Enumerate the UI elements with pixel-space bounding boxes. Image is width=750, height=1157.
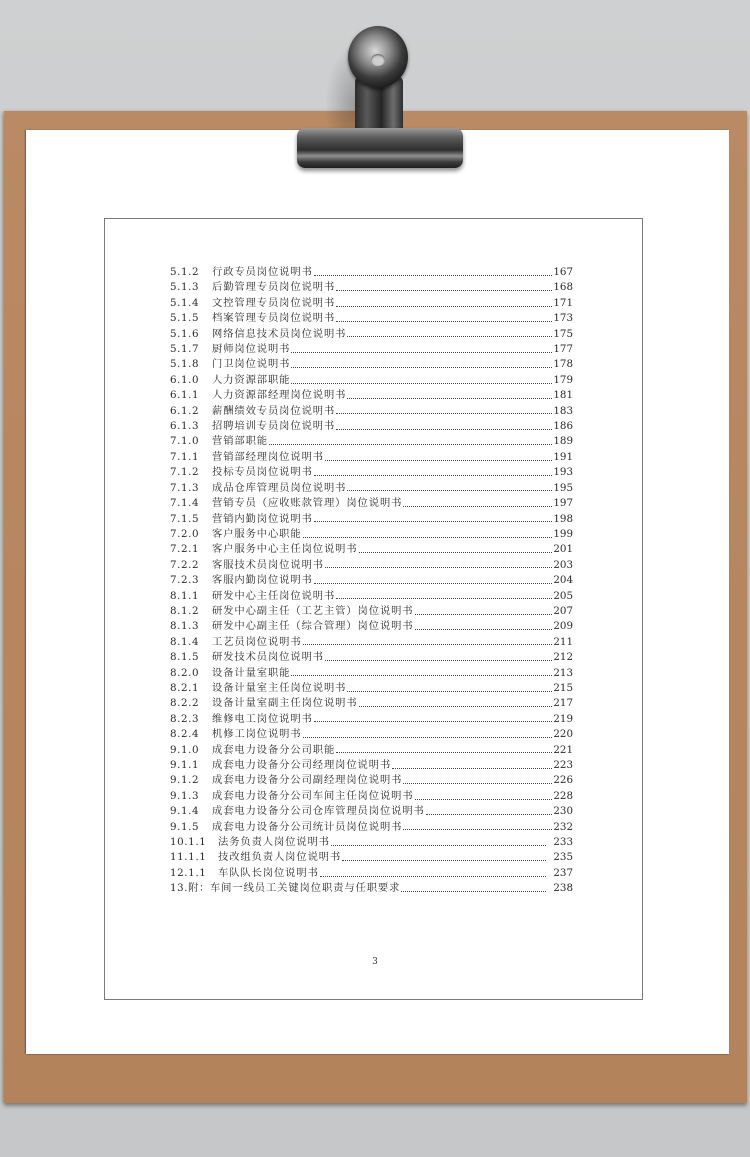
toc-entry-number: 8.1.1 bbox=[170, 589, 200, 602]
toc-entry-title: 客户服务中心主任岗位说明书 bbox=[212, 543, 358, 556]
toc-entry[interactable] bbox=[170, 342, 573, 357]
toc-entry-number: 11.1.1 bbox=[170, 851, 207, 864]
toc-entry-title: 营销内勤岗位说明书 bbox=[212, 512, 313, 525]
toc-entry[interactable] bbox=[170, 296, 573, 311]
toc-entry-number: 5.1.8 bbox=[170, 358, 200, 371]
dot-leader bbox=[347, 336, 552, 337]
toc-entry-page: 198 bbox=[553, 512, 573, 525]
toc-entry-title: 人力资源部职能 bbox=[212, 373, 291, 386]
toc-entry-number: 8.2.4 bbox=[170, 728, 200, 741]
toc-entry-title: 车间一线员工关键岗位职责与任职要求 bbox=[209, 882, 401, 895]
dot-leader bbox=[314, 475, 553, 476]
toc-entry-page: 221 bbox=[553, 743, 573, 756]
dot-leader bbox=[426, 814, 553, 815]
toc-entry-number: 7.2.3 bbox=[170, 574, 200, 587]
dot-leader bbox=[336, 290, 552, 291]
clip-jaw bbox=[297, 128, 463, 168]
toc-entry-number: 12.1.1 bbox=[170, 866, 207, 879]
dot-leader bbox=[314, 275, 553, 276]
toc-entry[interactable] bbox=[170, 357, 573, 372]
toc-entry-page: 199 bbox=[553, 527, 573, 540]
toc-entry-page: 209 bbox=[553, 620, 573, 633]
toc-entry[interactable] bbox=[170, 265, 573, 280]
toc-entry-page: 197 bbox=[553, 497, 573, 510]
dot-leader bbox=[415, 614, 553, 615]
toc-entry-title: 薪酬绩效专员岗位说明书 bbox=[212, 404, 336, 417]
toc-entry-number: 10.1.1 bbox=[170, 836, 207, 849]
toc-entry-number: 7.1.2 bbox=[170, 466, 200, 479]
toc-entry[interactable] bbox=[170, 804, 573, 819]
toc-entry-page: 212 bbox=[553, 651, 573, 664]
toc-entry-page: 168 bbox=[553, 281, 573, 294]
toc-entry-title: 成套电力设备分公司车间主任岗位说明书 bbox=[212, 789, 414, 802]
toc-entry-page: 205 bbox=[553, 589, 573, 602]
toc-entry[interactable] bbox=[170, 820, 573, 835]
toc-entry-page: 232 bbox=[553, 820, 573, 833]
toc-entry-page: 173 bbox=[553, 312, 573, 325]
dot-leader bbox=[325, 567, 552, 568]
toc-entry-number: 8.2.0 bbox=[170, 666, 200, 679]
toc-entry-title: 维修电工岗位说明书 bbox=[212, 712, 313, 725]
toc-entry-number: 5.1.7 bbox=[170, 343, 200, 356]
toc-entry-page: 167 bbox=[553, 266, 573, 278]
dot-leader bbox=[347, 691, 552, 692]
toc-entry[interactable] bbox=[170, 404, 573, 419]
toc-entry-title: 成套电力设备分公司经理岗位说明书 bbox=[212, 759, 392, 771]
toc-entry-title: 行政专员岗位说明书 bbox=[212, 266, 313, 278]
toc-entry-page: 207 bbox=[553, 604, 573, 617]
toc-entry-page: 181 bbox=[553, 389, 573, 402]
toc-entry-number: 6.1.2 bbox=[170, 404, 200, 417]
toc-entry[interactable] bbox=[170, 481, 573, 496]
toc-entry[interactable] bbox=[170, 311, 573, 326]
dot-leader bbox=[336, 413, 552, 414]
toc-entry-title: 研发技术员岗位说明书 bbox=[212, 651, 324, 664]
toc-entry-page: 186 bbox=[553, 420, 573, 433]
toc-entry-page: 195 bbox=[553, 481, 573, 494]
toc-entry[interactable] bbox=[170, 743, 573, 758]
toc-entry[interactable] bbox=[170, 712, 573, 727]
toc-entry-number: 9.1.4 bbox=[170, 805, 200, 818]
toc-entry-number: 9.1.3 bbox=[170, 789, 200, 802]
toc-entry-number: 5.1.2 bbox=[170, 266, 200, 278]
dot-leader bbox=[392, 768, 552, 769]
toc-entry-page: 233 bbox=[553, 836, 573, 849]
dot-leader bbox=[415, 629, 553, 630]
toc-entry-title: 车队队长岗位说明书 bbox=[218, 866, 319, 879]
toc-entry-title: 客服内勤岗位说明书 bbox=[212, 574, 313, 587]
toc-entry-title: 研发中心副主任（工艺主管）岗位说明书 bbox=[212, 604, 414, 617]
toc-entry-number: 13.附： bbox=[170, 882, 210, 895]
toc-entry-number: 6.1.1 bbox=[170, 389, 200, 402]
toc-entry[interactable] bbox=[170, 573, 573, 588]
toc-entry[interactable] bbox=[170, 850, 573, 865]
toc-entry-title: 文控管理专员岗位说明书 bbox=[212, 296, 336, 309]
toc-entry-title: 客户服务中心职能 bbox=[212, 527, 302, 540]
toc-entry[interactable] bbox=[170, 558, 573, 573]
toc-entry-number: 9.1.5 bbox=[170, 820, 200, 833]
toc-entry-title: 法务负责人岗位说明书 bbox=[218, 836, 330, 849]
toc-entry[interactable] bbox=[170, 727, 573, 742]
toc-entry-page: 215 bbox=[553, 681, 573, 694]
dot-leader bbox=[331, 845, 546, 846]
dot-leader bbox=[325, 460, 552, 461]
toc-entry-number: 9.1.2 bbox=[170, 774, 200, 787]
toc-entry-number: 8.2.2 bbox=[170, 697, 200, 710]
toc-entry-page: 213 bbox=[553, 666, 573, 679]
toc-entry-page: 211 bbox=[553, 635, 573, 648]
dot-leader bbox=[269, 444, 552, 445]
page-number: 3 bbox=[372, 957, 378, 967]
toc-entry[interactable] bbox=[170, 650, 573, 665]
toc-entry-number: 6.1.0 bbox=[170, 373, 200, 386]
toc-entry[interactable] bbox=[170, 835, 573, 850]
dot-leader bbox=[415, 799, 553, 800]
toc-entry[interactable] bbox=[170, 434, 573, 449]
table-of-contents bbox=[170, 265, 573, 897]
dot-leader bbox=[336, 306, 552, 307]
toc-entry[interactable] bbox=[170, 666, 573, 681]
toc-entry-number: 7.2.2 bbox=[170, 558, 200, 571]
toc-entry-title: 成套电力设备分公司仓库管理员岗位说明书 bbox=[212, 805, 425, 818]
toc-entry[interactable] bbox=[170, 635, 573, 650]
toc-entry-number: 7.2.1 bbox=[170, 543, 200, 556]
toc-entry-page: 191 bbox=[553, 450, 573, 463]
toc-entry-page: 179 bbox=[553, 373, 573, 386]
toc-entry-title: 厨师岗位说明书 bbox=[212, 343, 291, 356]
toc-entry[interactable] bbox=[170, 773, 573, 788]
toc-entry-number: 8.2.1 bbox=[170, 681, 200, 694]
toc-entry-page: 203 bbox=[553, 558, 573, 571]
toc-entry-title: 成套电力设备分公司职能 bbox=[212, 743, 336, 756]
toc-entry-number: 5.1.5 bbox=[170, 312, 200, 325]
toc-entry-title: 成套电力设备分公司统计员岗位说明书 bbox=[212, 820, 403, 833]
dot-leader bbox=[347, 398, 552, 399]
dot-leader bbox=[325, 660, 552, 661]
dot-leader bbox=[314, 721, 553, 722]
toc-entry-title: 客服技术员岗位说明书 bbox=[212, 558, 324, 571]
toc-entry-page: 235 bbox=[553, 851, 573, 864]
toc-entry-number: 7.1.4 bbox=[170, 497, 200, 510]
toc-entry-page: 178 bbox=[553, 358, 573, 371]
toc-entry-page: 237 bbox=[553, 866, 573, 879]
toc-entry-number: 7.1.5 bbox=[170, 512, 200, 525]
toc-entry[interactable] bbox=[170, 419, 573, 434]
toc-entry[interactable] bbox=[170, 542, 573, 557]
dot-leader bbox=[403, 829, 552, 830]
dot-leader bbox=[314, 583, 553, 584]
dot-leader bbox=[291, 367, 552, 368]
toc-entry-title: 后勤管理专员岗位说明书 bbox=[212, 281, 336, 294]
toc-entry-title: 营销专员（应收账款管理）岗位说明书 bbox=[212, 497, 403, 510]
dot-leader bbox=[336, 321, 552, 322]
dot-leader bbox=[336, 598, 552, 599]
toc-entry-page: 217 bbox=[553, 697, 573, 710]
toc-entry-page: 238 bbox=[553, 882, 573, 895]
toc-entry-number: 5.1.4 bbox=[170, 296, 200, 309]
toc-entry-title: 门卫岗位说明书 bbox=[212, 358, 291, 371]
toc-entry-page: 220 bbox=[553, 728, 573, 741]
toc-entry-title: 研发中心副主任（综合管理）岗位说明书 bbox=[212, 620, 414, 633]
toc-entry-page: 219 bbox=[553, 712, 573, 725]
toc-entry-number: 6.1.3 bbox=[170, 420, 200, 433]
toc-entry-title: 成套电力设备分公司副经理岗位说明书 bbox=[212, 774, 403, 787]
clip-hole bbox=[371, 54, 385, 66]
toc-entry-title: 研发中心主任岗位说明书 bbox=[212, 589, 336, 602]
toc-entry-page: 230 bbox=[553, 805, 573, 818]
toc-entry-title: 设备计量室副主任岗位说明书 bbox=[212, 697, 358, 710]
toc-entry[interactable] bbox=[170, 619, 573, 634]
toc-entry-page: 228 bbox=[553, 789, 573, 802]
dot-leader bbox=[336, 752, 552, 753]
toc-entry-title: 招聘培训专员岗位说明书 bbox=[212, 420, 336, 433]
toc-entry-number: 8.1.3 bbox=[170, 620, 200, 633]
toc-entry[interactable] bbox=[170, 327, 573, 342]
dot-leader bbox=[291, 675, 552, 676]
dot-leader bbox=[291, 352, 552, 353]
toc-entry[interactable] bbox=[170, 881, 573, 896]
dot-leader bbox=[303, 537, 553, 538]
toc-entry-page: 177 bbox=[553, 343, 573, 356]
toc-entry-page: 226 bbox=[553, 774, 573, 787]
toc-entry-number: 7.1.1 bbox=[170, 450, 200, 463]
dot-leader bbox=[347, 490, 552, 491]
toc-entry[interactable] bbox=[170, 789, 573, 804]
dot-leader bbox=[403, 783, 552, 784]
toc-entry-title: 投标专员岗位说明书 bbox=[212, 466, 313, 479]
toc-entry[interactable] bbox=[170, 696, 573, 711]
toc-entry-title: 网络信息技术员岗位说明书 bbox=[212, 327, 347, 340]
toc-entry-title: 设备计量室主任岗位说明书 bbox=[212, 681, 347, 694]
dot-leader bbox=[401, 891, 546, 892]
dot-leader bbox=[320, 876, 546, 877]
toc-entry-title: 营销部经理岗位说明书 bbox=[212, 450, 324, 463]
toc-entry[interactable] bbox=[170, 388, 573, 403]
toc-entry-page: 201 bbox=[553, 543, 573, 556]
toc-entry-page: 223 bbox=[553, 759, 573, 771]
toc-entry-title: 设备计量室职能 bbox=[212, 666, 291, 679]
toc-entry[interactable] bbox=[170, 866, 573, 881]
toc-entry[interactable] bbox=[170, 373, 573, 388]
toc-entry[interactable] bbox=[170, 589, 573, 604]
toc-entry-title: 人力资源部经理岗位说明书 bbox=[212, 389, 347, 402]
toc-entry[interactable] bbox=[170, 512, 573, 527]
toc-entry[interactable] bbox=[170, 681, 573, 696]
toc-entry-page: 183 bbox=[553, 404, 573, 417]
toc-entry-number: 8.1.4 bbox=[170, 635, 200, 648]
toc-entry-number: 5.1.6 bbox=[170, 327, 200, 340]
toc-entry-number: 8.1.2 bbox=[170, 604, 200, 617]
toc-entry-title: 机修工岗位说明书 bbox=[212, 728, 302, 741]
dot-leader bbox=[314, 521, 553, 522]
dot-leader bbox=[303, 644, 553, 645]
toc-entry-page: 193 bbox=[553, 466, 573, 479]
toc-entry[interactable] bbox=[170, 450, 573, 465]
dot-leader bbox=[359, 706, 553, 707]
toc-entry-number: 7.1.3 bbox=[170, 481, 200, 494]
dot-leader bbox=[359, 552, 553, 553]
toc-entry-title: 营销部职能 bbox=[212, 435, 268, 448]
toc-entry[interactable] bbox=[170, 604, 573, 619]
toc-entry[interactable] bbox=[170, 527, 573, 542]
toc-entry-title: 成品仓库管理员岗位说明书 bbox=[212, 481, 347, 494]
toc-entry-number: 9.1.0 bbox=[170, 743, 200, 756]
toc-entry-number: 8.2.3 bbox=[170, 712, 200, 725]
toc-entry-title: 工艺员岗位说明书 bbox=[212, 635, 302, 648]
dot-leader bbox=[342, 860, 546, 861]
toc-entry-page: 171 bbox=[553, 296, 573, 309]
toc-entry[interactable] bbox=[170, 465, 573, 480]
toc-entry-number: 5.1.3 bbox=[170, 281, 200, 294]
dot-leader bbox=[303, 737, 553, 738]
toc-entry-number: 7.2.0 bbox=[170, 527, 200, 540]
toc-entry-number: 8.1.5 bbox=[170, 651, 200, 664]
dot-leader bbox=[403, 506, 552, 507]
toc-entry-number: 9.1.1 bbox=[170, 759, 200, 771]
toc-entry[interactable] bbox=[170, 280, 573, 295]
toc-entry-page: 204 bbox=[553, 574, 573, 587]
dot-leader bbox=[336, 429, 552, 430]
toc-entry-page: 175 bbox=[553, 327, 573, 340]
toc-entry-title: 档案管理专员岗位说明书 bbox=[212, 312, 336, 325]
dot-leader bbox=[291, 383, 552, 384]
toc-entry[interactable] bbox=[170, 758, 573, 773]
toc-entry-number: 7.1.0 bbox=[170, 435, 200, 448]
toc-entry[interactable] bbox=[170, 496, 573, 511]
binder-clip bbox=[295, 24, 465, 172]
toc-entry-page: 189 bbox=[553, 435, 573, 448]
toc-entry-title: 技改组负责人岗位说明书 bbox=[218, 851, 342, 864]
